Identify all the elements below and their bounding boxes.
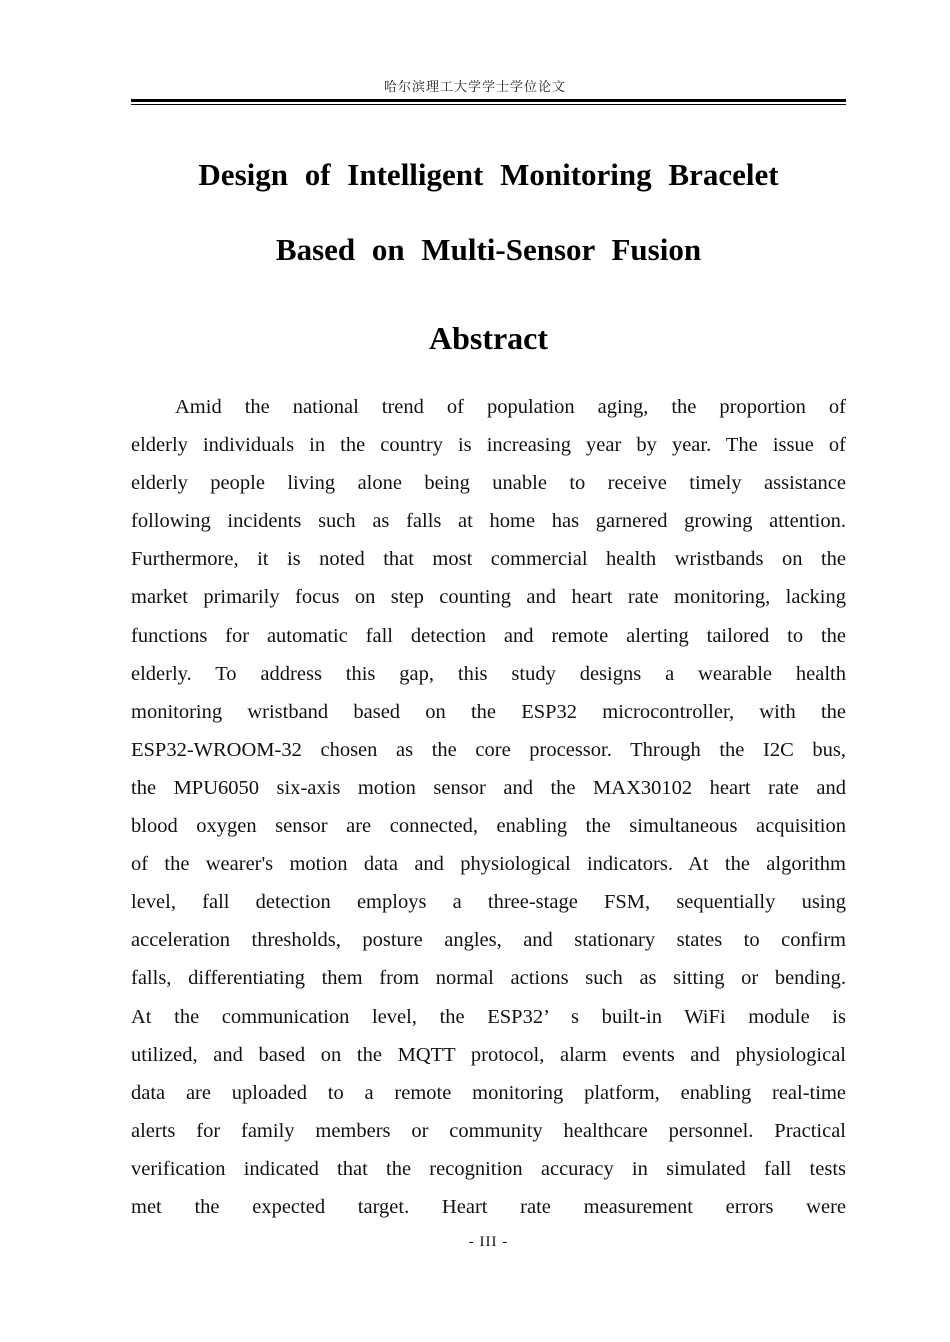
abstract-line: level, fall detection employs a three-stage FSM, sequentially using: [131, 891, 846, 914]
abstract-line: Furthermore, it is noted that most commercial health wristbands on the: [131, 548, 846, 571]
abstract-line: market primarily focus on step counting and heart rate monitoring, lacking: [131, 586, 846, 609]
abstract-line: verification indicated that the recognition accuracy in simulated fall tests: [131, 1157, 846, 1180]
abstract-line: met the expected target. Heart rate measurement errors were: [131, 1195, 846, 1218]
abstract-line: data are uploaded to a remote monitoring platform, enabling real-time: [131, 1081, 846, 1104]
abstract-line: of the wearer's motion data and physiological indicators. At the algorithm: [131, 853, 846, 876]
page-number: - III -: [468, 1234, 509, 1250]
abstract-line: blood oxygen sensor are connected, enabling the simultaneous acquisition: [131, 815, 846, 838]
abstract-line: Amid the national trend of population aging, the proportion of: [175, 396, 846, 418]
abstract-line: following incidents such as falls at home has garnered growing attention.: [131, 510, 846, 533]
abstract-line: utilized, and based on the MQTT protocol, alarm events and physiological: [131, 1043, 846, 1066]
abstract-line: acceleration thresholds, posture angles, and stationary states to confirm: [131, 929, 846, 952]
abstract-line: At the communication level, the ESP32’ s built-in WiFi module is: [131, 1005, 846, 1028]
abstract-line: elderly people living alone being unable to receive timely assistance: [131, 472, 846, 495]
running-header: 哈尔滨理工大学学士学位论文: [383, 80, 566, 95]
abstract-heading: Abstract: [428, 320, 549, 356]
abstract-line: the MPU6050 six-axis motion sensor and the MAX30102 heart rate and: [131, 776, 846, 799]
thesis-title-line-1: Design of Intelligent Monitoring Bracelet: [198, 157, 779, 192]
abstract-line: functions for automatic fall detection and remote alerting tailored to the: [131, 624, 846, 647]
thesis-title-line-2: Based on Multi-Sensor Fusion: [275, 232, 702, 267]
abstract-line: alerts for family members or community healthcare personnel. Practical: [131, 1119, 846, 1142]
header-rule-thick: [131, 99, 846, 102]
abstract-body: [131, 388, 846, 1226]
header-rule-thin: [131, 104, 846, 105]
abstract-line: elderly. To address this gap, this study designs a wearable health: [131, 662, 846, 685]
abstract-line: ESP32-WROOM-32 chosen as the core processor. Through the I2C bus,: [131, 738, 846, 761]
abstract-line: falls, differentiating them from normal actions such as sitting or bending.: [131, 967, 846, 990]
abstract-line: monitoring wristband based on the ESP32 microcontroller, with the: [131, 700, 846, 723]
abstract-line: elderly individuals in the country is increasing year by year. The issue of: [131, 434, 846, 457]
